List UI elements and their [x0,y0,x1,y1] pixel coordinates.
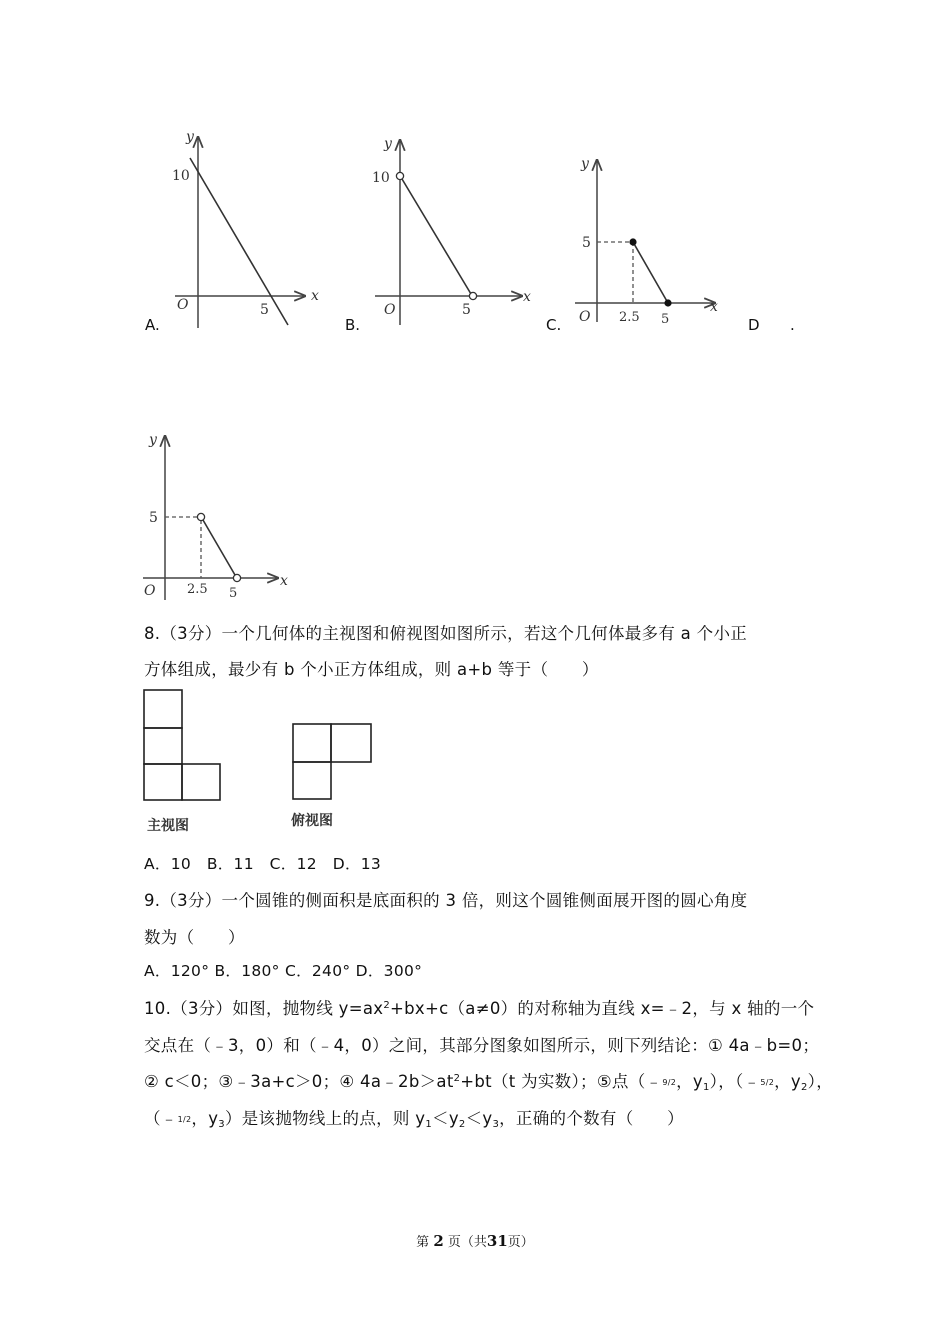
y-label: y [581,156,589,172]
fraction: 1/2 [177,1115,192,1124]
y-tick-label: 10 [172,168,190,184]
q10-stem-line2: 交点在（﹣3，0）和（﹣4，0）之间，其部分图象如图所示，则下列结论：① 4a﹣b=0； [144,1036,820,1055]
q10-stem-line3: ② c＜0；③﹣3a+c＞0；④ $4a﹣2b>at^2+bt(t$ 为实数）；⑤点（﹣9/2，$y_1$），（﹣5/2，$y_2$）， [144,1072,834,1093]
open-endpoint [197,513,204,520]
origin-label: O [579,309,591,325]
x-label: x [523,289,531,305]
x-label: x [311,288,319,304]
x-tick-label: 5 [661,312,670,327]
q10-stem-line1: 10.（3分）如图，抛物线 $y=ax^2+bx+c(a\ne 0)$的对称轴为直线 x=﹣2，与 x 轴的一个 [144,999,815,1018]
x-tick-label: 5 [260,302,269,318]
y-tick-label: 10 [372,170,390,186]
page-total: 31 [486,1232,508,1250]
y-label: y [384,136,392,152]
graph-line [203,520,235,575]
graph-line [633,242,668,303]
y-tick-label: 5 [582,235,591,251]
q8-options: A．10 B．11 C．12 D．13 [144,855,382,873]
graph-d [138,428,298,604]
option-d-label: D [748,316,760,334]
q9-options: A．120° B．180° C．240° D．300° [144,962,423,980]
origin-label: O [144,583,156,599]
fraction: 9/2 [662,1078,677,1087]
open-endpoint [469,292,476,299]
y-tick-label: 5 [149,510,158,526]
page-footer: 第 2 页（共31页） [416,1232,534,1250]
x-tick-label: 5 [462,302,471,318]
x-tick-label: 5 [229,586,238,601]
y-label: y [186,129,194,145]
open-endpoint [233,574,240,581]
x-tick-label: 2.5 [187,582,208,597]
origin-label: O [177,297,189,313]
option-d-dot: . [790,316,795,334]
closed-endpoint [629,238,636,245]
q10-stem-line4: （﹣1/2，$y_3$）是该抛物线上的点，则 $y_1<y_2<y_3$，正确的个数有（ ） [144,1109,684,1130]
closed-endpoint [664,299,671,306]
open-endpoint [396,172,403,179]
q8-stem-line1: 8.（3分）一个几何体的主视图和俯视图如图所示，若这个几何体最多有 a 个小正 [144,624,748,643]
q9-stem-line1: 9.（3分）一个圆锥的侧面积是底面积的 3 倍，则这个圆锥侧面展开图的圆心角度 [144,891,748,910]
x-label: x [710,299,718,315]
q9-stem-line2: 数为（ ） [144,928,245,947]
graph-c [565,150,725,330]
q8-top-view [291,722,375,802]
graph-line [402,179,471,294]
origin-label: O [384,302,396,318]
option-a-label: A. [145,316,160,334]
fraction: 5/2 [760,1078,775,1087]
graph-line [190,158,288,325]
graph-b [360,130,535,335]
page-number: 2 [433,1232,444,1250]
x-label: x [280,573,288,589]
x-tick-label: 2.5 [619,310,640,325]
q8-stem-line2: 方体组成，最少有 b 个小正方体组成，则 a+b 等于（ ） [144,660,599,679]
y-label: y [149,432,157,448]
graph-a [160,125,330,340]
option-c-label: C. [546,316,562,334]
option-b-label: B. [345,316,361,334]
top-view-caption: 俯视图 [291,813,333,829]
front-view-caption: 主视图 [147,818,189,834]
q8-front-view [142,688,224,804]
